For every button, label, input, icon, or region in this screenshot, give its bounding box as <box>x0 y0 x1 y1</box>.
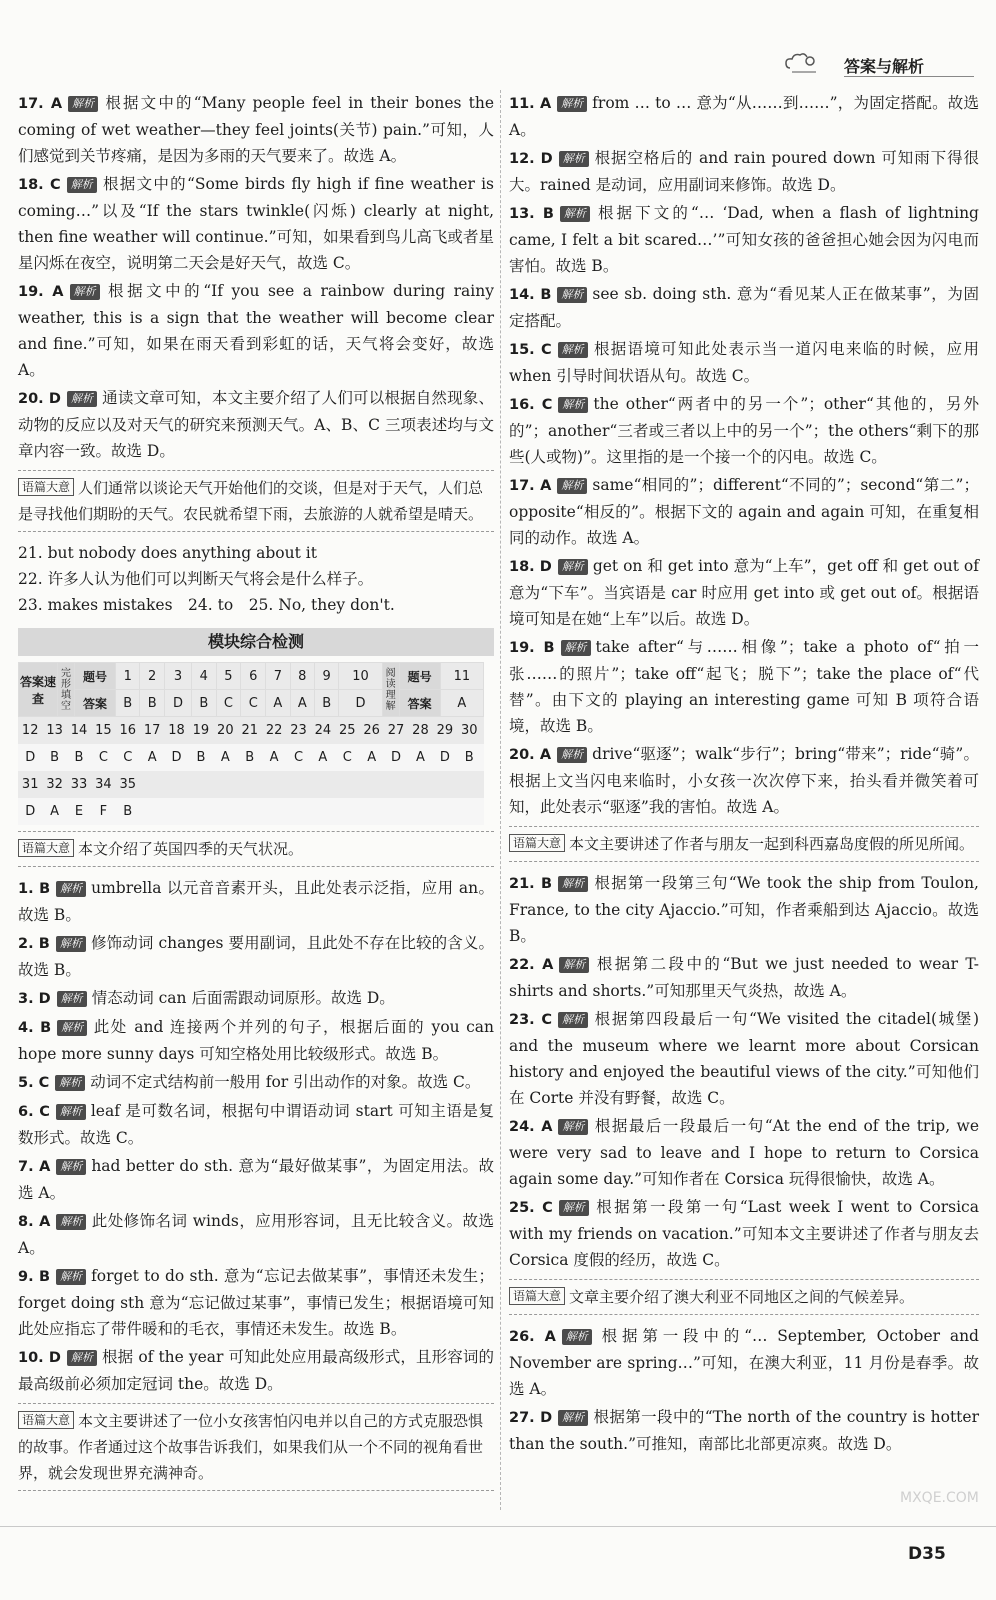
answer-item <box>18 1263 494 1342</box>
grid-cell: A <box>147 750 157 765</box>
answer-item <box>18 1069 494 1096</box>
answer-text: 根据第一段中的“… September, October and November are spring…”可知，在澳大利亚，11 月份是春季。故选 A。 <box>509 1327 979 1398</box>
grid-cell: 12 <box>21 723 39 738</box>
grid-cell: 22 <box>265 723 283 738</box>
grid-row <box>18 798 484 825</box>
answer-item <box>509 1404 979 1457</box>
table-cell: 5 <box>216 663 241 690</box>
grid-cell: C <box>123 750 133 765</box>
question-number: 11. A <box>509 96 552 112</box>
answer-item <box>509 951 979 1004</box>
answer-list-c <box>509 1323 979 1457</box>
question-number: 1. B <box>18 881 51 897</box>
answer-text: same“相同的”；different“不同的”；second“第二”；opposite“相反的”。根据下文的 again and again 可知，在重复相同的动作。故选 A。 <box>509 476 979 547</box>
summary-text: 本文介绍了英国四季的天气状况。 <box>78 840 304 858</box>
analysis-tag: 解析 <box>56 1104 86 1120</box>
question-number: 5. C <box>18 1075 50 1091</box>
grid-cell: A <box>220 750 230 765</box>
answer-text: leaf 是可数名词，根据句中谓语动词 start 可知主语是复数形式。故选 C。 <box>18 1102 494 1147</box>
answer-item <box>18 1208 494 1261</box>
page-number: D35 <box>908 1544 946 1564</box>
grid-cell: B <box>123 804 133 819</box>
analysis-tag: 解析 <box>559 151 589 167</box>
summary-tag: 语篇大意 <box>509 834 565 852</box>
question-label: 题号 <box>399 663 440 690</box>
question-number: 9. B <box>18 1269 51 1285</box>
summary-tag: 语篇大意 <box>18 839 74 857</box>
question-number: 21. B <box>509 876 553 892</box>
grid-row <box>18 744 484 771</box>
analysis-tag: 解析 <box>557 287 587 303</box>
answer-text: 通读文章可知，本文主要介绍了人们可以根据自然现象、动物的反应以及对天气的研究来预测天气。A、B、C 三项表述均与文章内容一致。故选 D。 <box>18 389 494 460</box>
answer-item <box>509 391 979 470</box>
answer-item <box>18 1014 494 1067</box>
passage-summary <box>18 1403 494 1491</box>
answer-item <box>509 1006 979 1111</box>
answer-item <box>509 472 979 551</box>
grid-cell: 19 <box>192 723 210 738</box>
grid-cell: D <box>25 750 36 765</box>
section-label-reading: 阅读理解 <box>382 663 399 717</box>
grid-cell: 28 <box>412 723 429 738</box>
answer-item <box>509 145 979 198</box>
answer-text: 根据第一段第三句“We took the ship from Toulon, France, to the city Ajaccio.”可知，作者乘船到达 Ajaccio。故选 B。 <box>509 874 979 945</box>
question-number: 24. A <box>509 1119 553 1135</box>
answer-line: 23. makes mistakes 24. to 25. No, they don't. <box>18 596 395 614</box>
grid-cell: 21 <box>241 723 258 738</box>
analysis-tag: 解析 <box>67 391 97 407</box>
watermark <box>900 1490 990 1590</box>
analysis-tag: 解析 <box>558 876 588 892</box>
grid-cell: D <box>25 804 36 819</box>
grid-cell: 26 <box>363 723 380 738</box>
answer-label: 答案 <box>75 690 116 717</box>
table-cell: 9 <box>314 663 338 690</box>
module-title: 模块综合检测 <box>18 628 494 656</box>
answer-grid <box>18 717 494 825</box>
analysis-tag: 解析 <box>559 1200 589 1216</box>
answer-item <box>509 336 979 389</box>
grid-cell: A <box>367 750 377 765</box>
table-cell: 2 <box>140 663 164 690</box>
answer-text: forget to do sth. 意为“忘记去做某事”，事情还未发生；forget doing sth 意为“忘记做过某事”，事情已发生；根据语境可知此处应指忘了带件暖和的毛衣，事情还未发生。故选 B。 <box>18 1267 494 1338</box>
analysis-tag: 解析 <box>67 177 97 193</box>
question-number: 17. A <box>509 478 552 494</box>
answer-text: had better do sth. 意为“最好做某事”，为固定用法。故选 A。 <box>18 1157 495 1202</box>
answer-item <box>509 741 979 820</box>
grid-cell: D <box>391 750 402 765</box>
summary-text: 文章主要介绍了澳大利亚不同地区之间的气候差异。 <box>569 1288 915 1306</box>
grid-cell: 14 <box>70 723 88 738</box>
answer-text: 根据文中的“Many people feel in their bones the coming of wet weather—they feel joints(关节) pain.”可知，人们感觉到关节疼痛，是因为多雨的天气要来了。故选 A。 <box>18 94 494 165</box>
answer-text: 根据空格后的 and rain poured down 可知雨下得很大。rained 是动词，应用副词来修饰。故选 D。 <box>509 149 979 194</box>
footer-rule <box>0 1526 996 1527</box>
answer-list-top <box>18 90 494 464</box>
table-cell: B <box>314 690 338 717</box>
table-cell: D <box>164 690 191 717</box>
analysis-tag: 解析 <box>57 1020 87 1036</box>
question-number: 25. C <box>509 1200 553 1216</box>
answer-text: 根据第四段最后一句“We visited the citadel(城堡) and the museum where we learnt more about Corsican history and enjoyed the beautiful views of the city.”可知他们在 Corte 并没有野餐，故选 C。 <box>509 1010 979 1107</box>
answer-text: 情态动词 can 后面需跟动词原形。故选 D。 <box>91 989 395 1007</box>
table-cell: 7 <box>266 663 290 690</box>
answer-text: 动词不定式结构前一般用 for 引出动作的对象。故选 C。 <box>90 1073 481 1091</box>
grid-cell: 16 <box>119 723 137 738</box>
answer-text: 根据下文的“… ‘Dad, when a flash of lightning came, I felt a bit scared…’”可知女孩的爸爸担心她会因为闪电而害怕。故选 B。 <box>509 204 979 275</box>
question-number: 18. D <box>509 559 552 575</box>
analysis-tag: 解析 <box>558 342 588 358</box>
answer-text: 此处 and 连接两个并列的句子，根据后面的 you can hope more sunny days 可知空格处用比较级形式。故选 B。 <box>18 1018 494 1063</box>
question-number: 16. C <box>509 397 553 413</box>
table-cell: A <box>440 690 483 717</box>
answer-item <box>18 171 494 276</box>
column-divider <box>500 90 501 1510</box>
grid-cell: 27 <box>387 723 405 738</box>
analysis-tag: 解析 <box>55 1075 85 1091</box>
question-number: 20. D <box>18 391 61 407</box>
answer-text: 此处修饰名词 winds，应用形容词，且无比较含义。故选 A。 <box>18 1212 494 1257</box>
analysis-tag: 解析 <box>561 640 591 656</box>
question-number: 4. B <box>18 1020 52 1036</box>
question-number: 15. C <box>509 342 552 358</box>
page-header <box>782 46 982 82</box>
grid-cell: A <box>415 750 425 765</box>
grid-cell: 35 <box>119 777 137 792</box>
grid-cell: C <box>293 750 304 765</box>
answer-list-a <box>509 90 979 820</box>
analysis-tag: 解析 <box>562 1329 592 1345</box>
answer-item <box>18 1153 494 1206</box>
table-cell: A <box>266 690 290 717</box>
grid-cell: 15 <box>95 723 112 738</box>
table-cell: 1 <box>116 663 140 690</box>
summary-text: 人们通常以谈论天气开始他们的交谈，但是对于天气，人们总是寻找他们期盼的天气。农民就希望下雨，去旅游的人就希望是晴天。 <box>18 479 484 523</box>
question-number: 17. A <box>18 96 63 112</box>
answer-item <box>18 930 494 983</box>
question-number: 3. D <box>18 991 51 1007</box>
left-column <box>18 90 494 1499</box>
right-column <box>509 90 979 1459</box>
grid-cell: B <box>464 750 474 765</box>
question-number: 27. D <box>509 1410 553 1426</box>
table-cell: 6 <box>241 663 266 690</box>
grid-cell: D <box>171 750 182 765</box>
answer-text: get on 和 get into 意为“上车”，get off 和 get out of 意为“下车”。当宾语是 car 时应用 get into 或 get out of。根据语境可知是在她“上车”以后。故选 D。 <box>509 557 980 628</box>
analysis-tag: 解析 <box>56 881 86 897</box>
answer-item <box>18 90 494 169</box>
answer-text: 根据 of the year 可知此处应用最高级形式，且形容词的最高级前必须加定冠词 the。故选 D。 <box>18 1348 494 1393</box>
question-label: 题号 <box>75 663 116 690</box>
answer-text: 根据最后一段最后一句“At the end of the trip, we were very sad to leave and I hope to return to Corsica again some day.”可知作者在 Corsica 玩得很愉快，故选 A。 <box>509 1117 979 1188</box>
grid-cell: 29 <box>436 723 454 738</box>
analysis-tag: 解析 <box>558 397 588 413</box>
question-number: 26. A <box>509 1329 556 1345</box>
analysis-tag: 解析 <box>557 96 587 112</box>
analysis-tag: 解析 <box>558 1012 588 1028</box>
grid-cell: C <box>98 750 108 765</box>
section-label-cloze: 完形填空 <box>58 663 75 717</box>
passage-summary <box>18 470 494 532</box>
answer-line: 22. 许多人认为他们可以判断天气将会是什么样子。 <box>18 570 374 588</box>
answer-item <box>509 90 979 143</box>
table-cell: B <box>140 690 164 717</box>
passage-summary <box>18 831 494 867</box>
analysis-tag: 解析 <box>57 991 87 1007</box>
answer-item <box>18 278 494 383</box>
grid-cell: B <box>74 750 84 765</box>
grid-cell: A <box>269 750 279 765</box>
grid-cell: 33 <box>70 777 88 792</box>
watermark-text: MXQE.COM <box>900 1490 979 1506</box>
answer-text: 根据文中的“Some birds fly high if fine weather is coming…”以及“If the stars twinkle(闪烁) clearly at night, then fine weather will continue.”可知，如果看到鸟儿高飞或者星星闪烁在夜空，说明第二天会是好天气，故选 C。 <box>18 175 494 272</box>
table-cell: 4 <box>192 663 216 690</box>
table-cell: D <box>339 690 382 717</box>
answer-text: 根据第一段第一句“Last week I went to Corsica with my friends on vacation.”可知本文主要讲述了作者与朋友去 Corsica 度假的经历，故选 C。 <box>509 1198 979 1269</box>
analysis-tag: 解析 <box>68 96 98 112</box>
table-cell: C <box>241 690 266 717</box>
question-number: 7. A <box>18 1159 51 1175</box>
question-number: 6. C <box>18 1104 50 1120</box>
analysis-tag: 解析 <box>56 1269 86 1285</box>
grid-cell: 31 <box>21 777 39 792</box>
cloud-sun-icon <box>782 48 822 78</box>
grid-cell: A <box>318 750 328 765</box>
answer-text: take after“与……相像”；take a photo of“拍一张……的照片”；take off“起飞；脱下”；take the place of“代替”。由下文的 playing an interesting game 可知 B 项符合语境，故选 B。 <box>509 638 979 735</box>
passage-summary <box>509 1279 979 1315</box>
answer-quick-table <box>18 662 484 717</box>
question-number: 10. D <box>18 1350 61 1366</box>
grid-cell: D <box>439 750 450 765</box>
answer-item <box>18 1098 494 1151</box>
table-cell: A <box>290 690 314 717</box>
grid-cell: 13 <box>46 723 63 738</box>
table-label: 答案速查 <box>19 663 58 717</box>
question-number: 23. C <box>509 1012 553 1028</box>
grid-row <box>18 771 484 798</box>
answer-item <box>509 553 979 632</box>
analysis-tag: 解析 <box>558 1410 588 1426</box>
answer-item <box>509 1323 979 1402</box>
analysis-tag: 解析 <box>56 1214 86 1230</box>
answer-text: 根据第一段中的“The north of the country is hotter than the south.”可推知，南部比北部更凉爽。故选 D。 <box>509 1408 979 1453</box>
table-cell: 11 <box>440 663 483 690</box>
summary-text: 本文主要讲述了一位小女孩害怕闪电并以自己的方式克服恐惧的故事。作者通过这个故事告诉我们，如果我们从一个不同的视角看世界，就会发现世界充满神奇。 <box>18 1412 484 1482</box>
grid-cell: 23 <box>290 723 307 738</box>
answer-item <box>509 870 979 949</box>
answer-item <box>509 1194 979 1273</box>
table-cell: 10 <box>339 663 382 690</box>
answer-text: drive“驱逐”；walk“步行”；bring“带来”；ride“骑”。根据上文当闪电来临时，小女孩一次次停下来，抬头看并微笑着可知，此处表示“驱逐”我的害怕。故选 A。 <box>509 745 980 816</box>
question-number: 8. A <box>18 1214 51 1230</box>
grid-cell: B <box>245 750 255 765</box>
answer-text: 根据语境可知此处表示当一道闪电来临的时候，应用 when 引导时间状语从句。故选 C。 <box>509 340 979 385</box>
summary-tag: 语篇大意 <box>509 1287 565 1305</box>
question-number: 19. A <box>18 284 64 300</box>
answer-item <box>18 985 494 1012</box>
question-number: 19. B <box>509 640 555 656</box>
question-number: 13. B <box>509 206 554 222</box>
passage-summary <box>509 826 979 862</box>
answer-text: 根据文中的“If you see a rainbow during rainy weather, this is a sign that the weather will become clear and fine.”可知，如果在雨天看到彩虹的话，天气将会变好，故选 A。 <box>18 282 494 379</box>
table-cell: B <box>192 690 216 717</box>
grid-cell: 30 <box>460 723 478 738</box>
grid-cell: B <box>196 750 206 765</box>
header-title: 答案与解析 <box>844 57 925 76</box>
summary-tag: 语篇大意 <box>18 1411 74 1429</box>
analysis-tag: 解析 <box>70 284 100 300</box>
table-cell: C <box>216 690 241 717</box>
analysis-tag: 解析 <box>558 1119 588 1135</box>
answer-text: the other“两者中的另一个”；other“其他的，另外的”；another“三者或三者以上中的另一个”；the others“剩下的那些(人或物)”。这里指的是一个接一个的闪电。故选 C。 <box>509 395 979 466</box>
question-number: 18. C <box>18 177 61 193</box>
grid-cell: 24 <box>314 723 332 738</box>
grid-cell: B <box>50 750 60 765</box>
analysis-tag: 解析 <box>56 1159 86 1175</box>
header-rule <box>844 76 974 77</box>
answer-line: 21. but nobody does anything about it <box>18 544 317 562</box>
answer-item <box>18 385 494 464</box>
answer-item <box>509 281 979 334</box>
analysis-tag: 解析 <box>558 559 588 575</box>
table-cell: B <box>116 690 140 717</box>
question-number: 22. A <box>509 957 554 973</box>
analysis-tag: 解析 <box>560 206 590 222</box>
answer-list-b <box>509 870 979 1273</box>
question-number: 12. D <box>509 151 553 167</box>
table-cell: 8 <box>290 663 314 690</box>
grid-cell: 32 <box>46 777 63 792</box>
table-cell: 3 <box>164 663 191 690</box>
answer-item <box>509 200 979 279</box>
question-number: 2. B <box>18 936 50 952</box>
answer-label: 答案 <box>399 690 440 717</box>
grid-cell: C <box>342 750 352 765</box>
grid-cell: E <box>74 804 84 819</box>
grid-cell: F <box>99 804 108 819</box>
grid-cell: 34 <box>95 777 112 792</box>
analysis-tag: 解析 <box>56 936 86 952</box>
answer-item <box>509 1113 979 1192</box>
answer-item <box>18 1344 494 1397</box>
answer-text: 修饰动词 changes 要用副词，且此处不存在比较的含义。故选 B。 <box>18 934 494 979</box>
answer-text: from … to … 意为“从……到……”，为固定搭配。故选 A。 <box>509 94 979 139</box>
question-number: 20. A <box>509 747 552 763</box>
answer-text: see sb. doing sth. 意为“看见某人正在做某事”，为固定搭配。 <box>509 285 979 330</box>
analysis-tag: 解析 <box>557 747 587 763</box>
answer-item <box>18 875 494 928</box>
grid-cell: 17 <box>143 723 161 738</box>
grid-cell: 20 <box>217 723 234 738</box>
grid-cell: 25 <box>339 723 356 738</box>
summary-tag: 语篇大意 <box>18 478 74 496</box>
analysis-tag: 解析 <box>559 957 589 973</box>
summary-text: 本文主要讲述了作者与朋友一起到科西嘉岛度假的所见所闻。 <box>569 835 975 853</box>
answer-item <box>509 634 979 739</box>
analysis-tag: 解析 <box>557 478 587 494</box>
analysis-tag: 解析 <box>67 1350 97 1366</box>
question-number: 14. B <box>509 287 552 303</box>
answer-text: umbrella 以元音音素开头，且此处表示泛指，应用 an。故选 B。 <box>18 879 494 924</box>
answer-list-bottom <box>18 875 494 1397</box>
grid-cell: A <box>50 804 60 819</box>
grid-cell: 18 <box>168 723 185 738</box>
grid-row <box>18 717 484 744</box>
answer-text: 根据第二段中的“But we just needed to wear T-shirts and shorts.”可知那里天气炎热，故选 A。 <box>509 955 979 1000</box>
